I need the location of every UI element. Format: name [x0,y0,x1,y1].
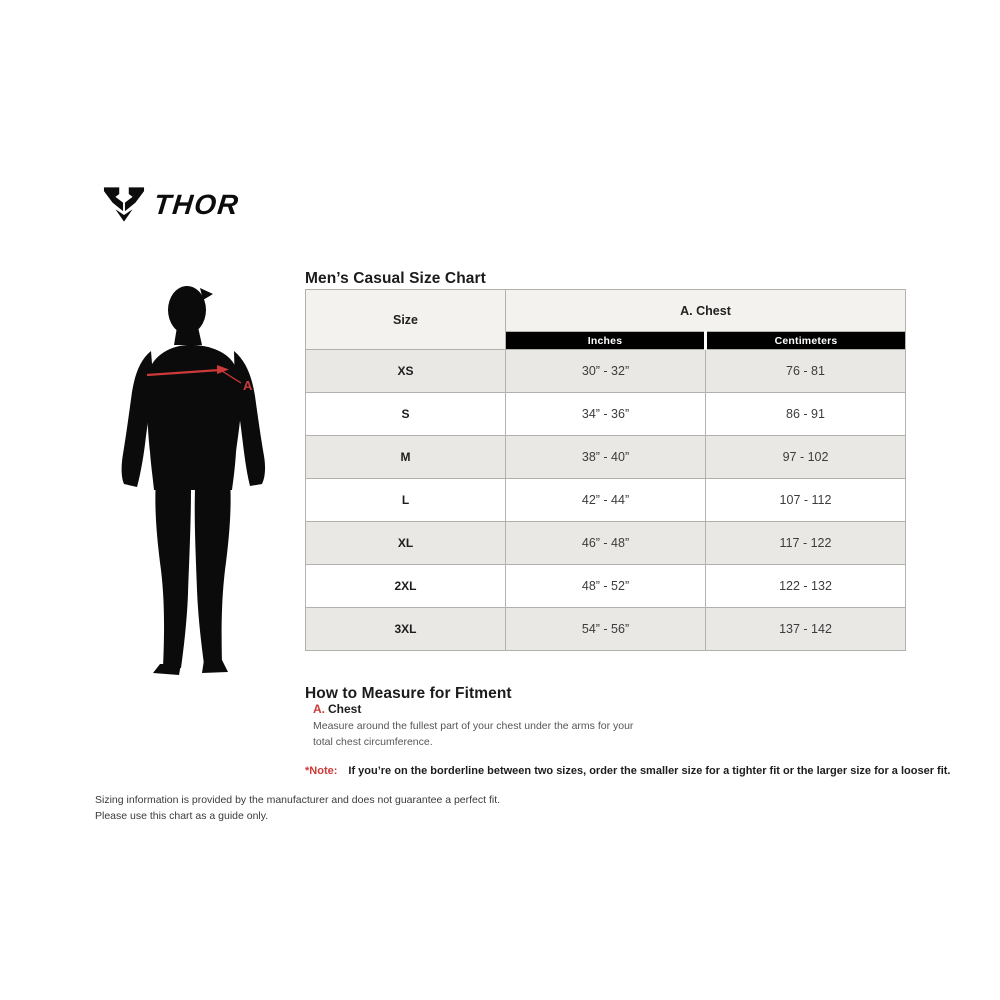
table-row [306,393,906,436]
size-cell: S [306,393,506,436]
inches-cell: 42” - 44” [506,479,706,522]
table-row [306,479,906,522]
centimeters-cell: 76 - 81 [706,350,906,393]
disclaimer-line1: Sizing information is provided by the manufacturer and does not guarantee a perfect fit. [95,794,501,806]
centimeters-cell: 97 - 102 [706,436,906,479]
chest-group-header: A. Chest [506,290,906,332]
measure-item-key: A. [313,702,325,716]
centimeters-cell: 137 - 142 [706,608,906,651]
thor-logo-text: THOR [152,188,242,220]
note-text: If you’re on the borderline between two sizes, order the smaller size for a tighter fit or the larger size for a looser fit. [348,765,951,777]
measure-item-chest [313,702,361,716]
size-column-header: Size [306,290,506,350]
inches-cell: 38” - 40” [506,436,706,479]
measure-description [313,719,633,751]
table-row [306,565,906,608]
measure-description-line2: total chest circumference. [313,735,433,748]
table-row [306,522,906,565]
size-chart-table [305,289,906,651]
table-row [306,608,906,651]
table-header-row [306,290,906,332]
table-row [306,436,906,479]
inches-cell: 30” - 32” [506,350,706,393]
size-cell: 2XL [306,565,506,608]
centimeters-cell: 122 - 132 [706,565,906,608]
size-cell: XL [306,522,506,565]
table-row [306,350,906,393]
disclaimer-line2: Please use this chart as a guide only. [95,810,269,823]
measure-section-title: How to Measure for Fitment [305,684,512,702]
inches-cell: 34” - 36” [506,393,706,436]
thor-logo [103,186,242,223]
measure-description-line1: Measure around the fullest part of your chest under the arms for your [313,720,634,732]
disclaimer [95,792,500,825]
thor-horns-icon [103,186,145,223]
centimeters-subheader: Centimeters [706,332,906,350]
inches-subheader: Inches [506,332,706,350]
inches-cell: 46” - 48” [506,522,706,565]
size-cell: 3XL [306,608,506,651]
size-chart-title: Men’s Casual Size Chart [305,269,486,287]
note-label: *Note: [305,765,338,777]
male-silhouette [120,284,290,676]
chest-measure-label: A [243,378,253,393]
centimeters-cell: 117 - 122 [706,522,906,565]
measure-item-name: Chest [328,702,362,716]
size-cell: XS [306,350,506,393]
size-cell: M [306,436,506,479]
centimeters-cell: 86 - 91 [706,393,906,436]
inches-cell: 54” - 56” [506,608,706,651]
sizing-note [305,765,950,777]
inches-cell: 48” - 52” [506,565,706,608]
size-cell: L [306,479,506,522]
centimeters-cell: 107 - 112 [706,479,906,522]
male-silhouette-figure [120,284,290,676]
